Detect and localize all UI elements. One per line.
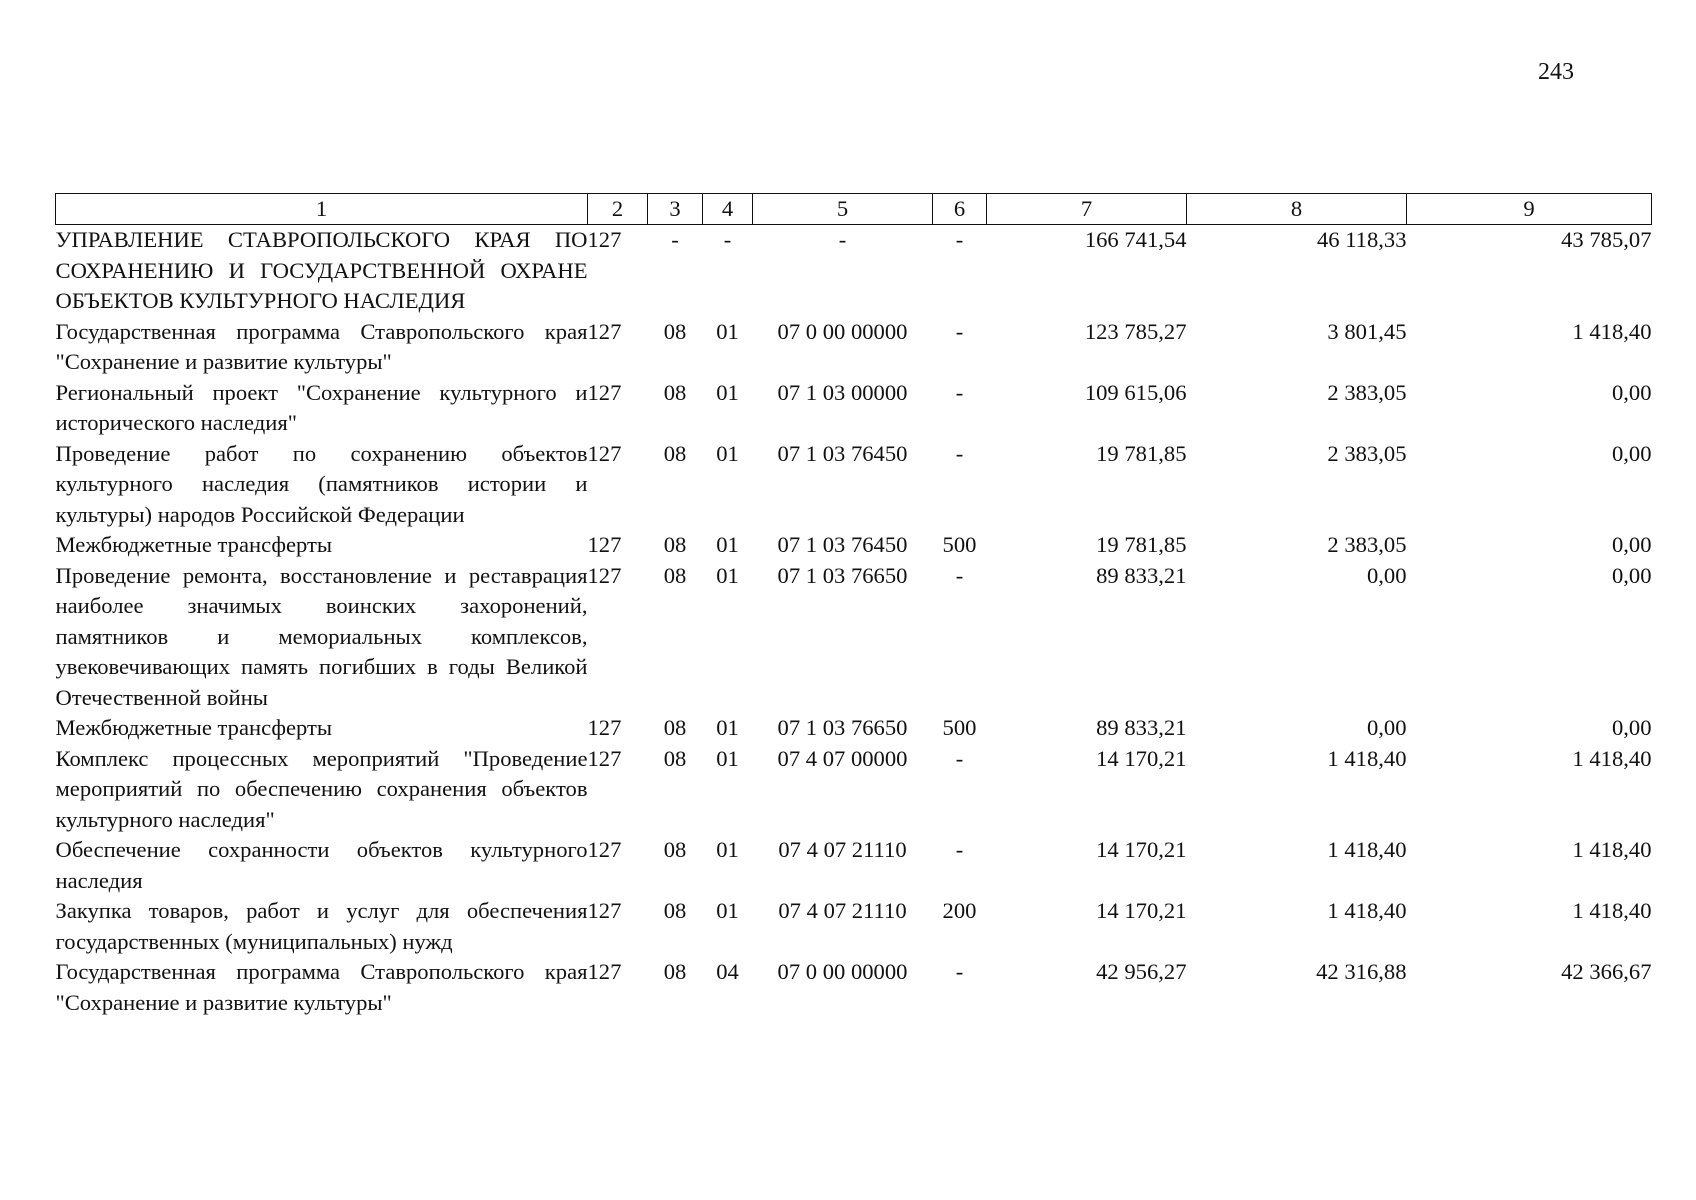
row-col-6: - (955, 318, 964, 344)
budget-table (55, 193, 1652, 1018)
row-col-8: 46 118,33 (1316, 227, 1407, 252)
row-col-8: 0,00 (1366, 715, 1407, 740)
row-col-2: 127 (587, 837, 622, 862)
row-col-7: 42 956,27 (1096, 959, 1187, 984)
row-col-4: 01 (716, 745, 739, 771)
row-col-4: 01 (716, 715, 739, 740)
row-col-7: 14 170,21 (1096, 898, 1187, 923)
row-col-5: 07 1 03 00000 (777, 379, 908, 405)
row-name: УПРАВЛЕНИЕ СТАВРОПОЛЬСКОГО КРАЯ ПО СОХРАНЕНИЮ И ГОСУДАРСТВЕННОЙ ОХРАНЕ ОБЪЕКТОВ КУЛЬТУРНОГО НАСЛЕДИЯ (55, 227, 588, 313)
row-col-8: 1 418,40 (1327, 745, 1407, 771)
row-col-9: 0,00 (1611, 440, 1652, 466)
header-col-8: 8 (1187, 194, 1407, 225)
row-name: Межбюджетные трансферты (55, 532, 333, 557)
row-col-5: 07 4 07 21110 (778, 898, 907, 923)
row-col-2: 127 (587, 562, 622, 588)
row-col-2: 127 (587, 440, 622, 466)
row-col-6: - (955, 745, 964, 771)
row-col-4: 01 (716, 532, 739, 557)
row-col-2: 127 (587, 715, 622, 740)
row-col-4: 01 (716, 837, 739, 862)
row-col-5: 07 0 00 00000 (777, 318, 908, 344)
table-row (56, 439, 1652, 531)
row-col-4: 01 (716, 318, 739, 344)
row-col-3: 08 (663, 837, 687, 862)
row-col-7: 109 615,06 (1084, 379, 1187, 405)
header-col-9: 9 (1407, 194, 1652, 225)
row-col-6: 500 (942, 532, 977, 557)
row-col-3: 08 (663, 562, 687, 588)
row-col-2: 127 (587, 532, 622, 557)
row-col-9: 0,00 (1611, 379, 1652, 405)
row-name: Закупка товаров, работ и услуг для обеспечения государственных (муниципальных) нужд (55, 898, 588, 954)
row-col-5: 07 4 07 21110 (778, 837, 907, 862)
row-col-7: 166 741,54 (1084, 227, 1187, 252)
header-col-4: 4 (703, 194, 753, 225)
row-col-9: 42 366,67 (1561, 959, 1652, 984)
row-col-5: 07 1 03 76650 (777, 715, 908, 740)
row-col-4: 01 (716, 562, 739, 588)
row-col-5: 07 4 07 00000 (777, 745, 908, 771)
row-col-6: - (955, 837, 964, 862)
row-col-6: - (955, 440, 964, 466)
row-name: Межбюджетные трансферты (55, 715, 333, 740)
table-row (56, 896, 1652, 957)
row-col-7: 123 785,27 (1084, 318, 1187, 344)
row-col-8: 1 418,40 (1327, 898, 1407, 923)
row-col-8: 2 383,05 (1327, 379, 1407, 405)
row-col-2: 127 (587, 227, 622, 252)
row-col-6: - (955, 959, 964, 984)
row-col-6: 500 (942, 715, 977, 740)
row-col-3: 08 (663, 440, 687, 466)
page-number: 243 (1538, 59, 1574, 85)
table-row (56, 835, 1652, 896)
row-col-3: - (671, 227, 679, 252)
row-name: Региональный проект "Сохранение культурного и исторического наследия" (55, 379, 588, 435)
row-col-3: 08 (663, 318, 687, 344)
row-col-7: 89 833,21 (1096, 562, 1187, 588)
row-col-2: 127 (587, 318, 622, 344)
header-col-5: 5 (753, 194, 933, 225)
row-col-5: - (838, 227, 847, 252)
row-col-6: - (955, 562, 964, 588)
header-row (56, 194, 1652, 225)
row-col-2: 127 (587, 959, 622, 984)
table-row (56, 378, 1652, 439)
row-col-8: 2 383,05 (1327, 532, 1407, 557)
row-col-4: - (723, 227, 732, 252)
row-name: Государственная программа Ставропольского края "Сохранение и развитие культуры" (55, 318, 588, 374)
row-col-7: 19 781,85 (1096, 440, 1187, 466)
row-col-5: 07 1 03 76650 (777, 562, 908, 588)
row-col-9: 0,00 (1611, 532, 1652, 557)
row-name: Проведение ремонта, восстановление и реставрация наиболее значимых воинских захоронений, памятников и мемориальных комплексов, увековечивающих память погибших в годы Великой Отечественной войны (55, 562, 588, 710)
row-col-6: - (955, 227, 964, 252)
row-name: Комплекс процессных мероприятий "Проведение мероприятий по обеспечению сохранения объектов культурного наследия" (55, 745, 588, 832)
row-col-9: 0,00 (1611, 562, 1652, 588)
row-col-3: 08 (663, 532, 687, 557)
row-col-9: 0,00 (1611, 715, 1652, 740)
row-col-6: 200 (942, 898, 977, 923)
table-row (56, 744, 1652, 836)
row-col-9: 1 418,40 (1572, 318, 1652, 344)
header-col-1: 1 (56, 194, 588, 225)
row-col-4: 01 (716, 898, 739, 923)
row-col-9: 1 418,40 (1572, 837, 1652, 862)
row-col-8: 0,00 (1366, 562, 1407, 588)
row-name: Государственная программа Ставропольского края "Сохранение и развитие культуры" (55, 959, 588, 1015)
row-col-8: 3 801,45 (1327, 318, 1407, 344)
row-col-5: 07 1 03 76450 (777, 440, 908, 466)
row-col-2: 127 (587, 898, 622, 923)
row-col-5: 07 1 03 76450 (777, 532, 908, 557)
row-col-3: 08 (663, 715, 687, 740)
table-body (56, 225, 1652, 1019)
row-col-7: 14 170,21 (1096, 837, 1187, 862)
row-col-9: 1 418,40 (1572, 898, 1652, 923)
row-col-4: 01 (716, 379, 739, 405)
table-row (56, 957, 1652, 1018)
table-row (56, 561, 1652, 714)
table-row (56, 530, 1652, 561)
header-col-7: 7 (987, 194, 1187, 225)
row-col-8: 2 383,05 (1327, 440, 1407, 466)
header-col-6: 6 (933, 194, 987, 225)
row-name: Проведение работ по сохранению объектов культурного наследия (памятников истории и культуры) народов Российской Федерации (55, 440, 588, 527)
row-col-3: 08 (663, 898, 687, 923)
row-col-2: 127 (587, 379, 622, 405)
row-col-9: 1 418,40 (1572, 745, 1652, 771)
header-col-3: 3 (648, 194, 703, 225)
table-row (56, 317, 1652, 378)
table-row (56, 225, 1652, 317)
row-col-7: 14 170,21 (1096, 745, 1187, 771)
row-col-3: 08 (663, 379, 687, 405)
row-col-9: 43 785,07 (1561, 227, 1652, 252)
row-col-8: 1 418,40 (1327, 837, 1407, 862)
row-col-3: 08 (663, 959, 687, 984)
row-col-4: 04 (716, 959, 739, 984)
row-col-7: 89 833,21 (1096, 715, 1187, 740)
table-row (56, 713, 1652, 744)
row-col-3: 08 (663, 745, 687, 771)
row-col-7: 19 781,85 (1096, 532, 1187, 557)
row-col-8: 42 316,88 (1316, 959, 1407, 984)
row-col-5: 07 0 00 00000 (777, 959, 908, 984)
table-header (56, 194, 1652, 225)
header-col-2: 2 (588, 194, 648, 225)
row-col-6: - (955, 379, 964, 405)
row-name: Обеспечение сохранности объектов культурного наследия (55, 837, 588, 893)
row-col-2: 127 (587, 745, 622, 771)
row-col-4: 01 (716, 440, 739, 466)
